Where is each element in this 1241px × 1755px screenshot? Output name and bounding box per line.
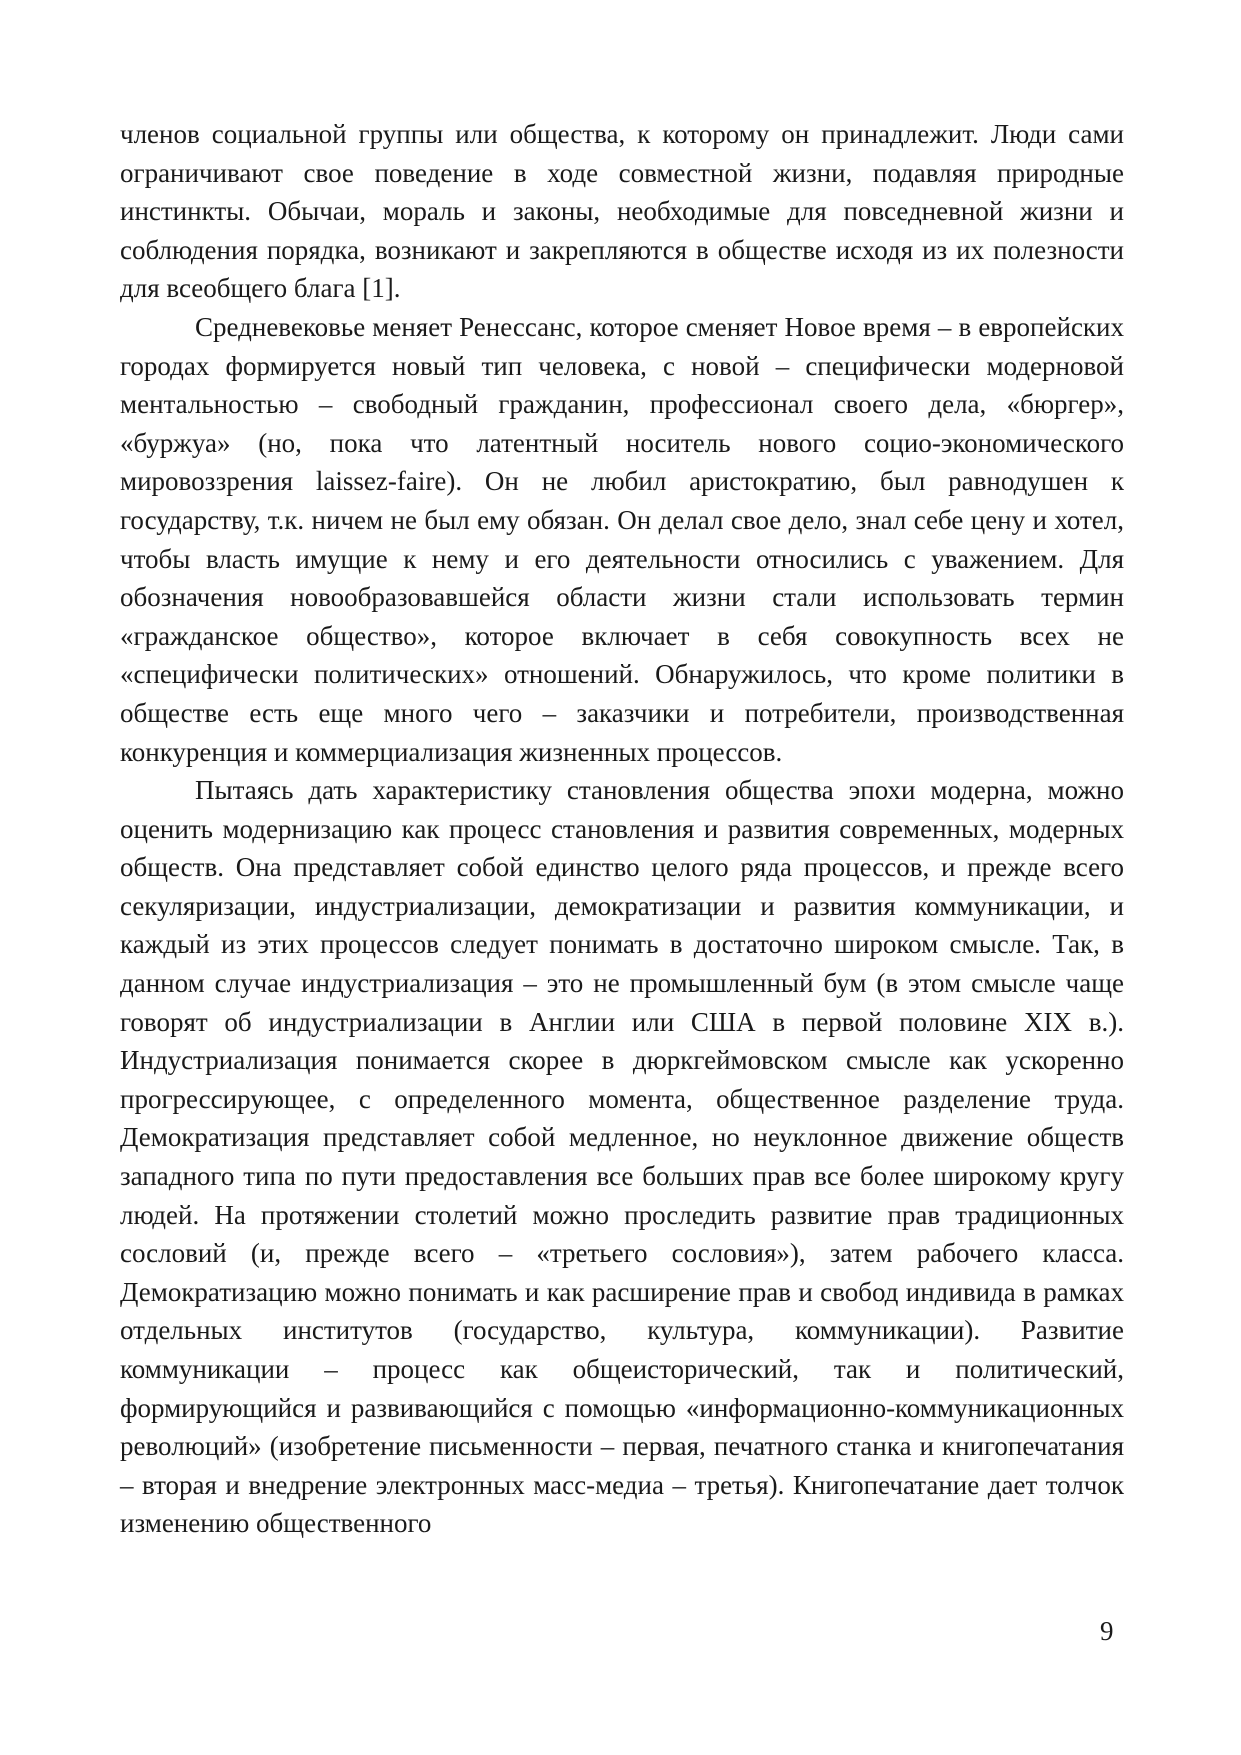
page-number: 9: [1100, 1616, 1114, 1646]
paragraph-2: Средневековье меняет Ренессанс, которое сменяет Новое время – в европейских городах формируется новый тип человека, с новой – специфически модерновой ментальностью – свободный гражданин, профессионал своего дела, «бюргер», «буржуа» (но, пока что латентный носитель нового социо-экономического мировоззрения laissez-faire). Он не любил аристократию, был равнодушен к государству, т.к. ничем не был ему обязан. Он делал свое дело, знал себе цену и хотел, чтобы власть имущие к нему и его деятельности относились с уважением. Для обозначения новообразовавшейся области жизни стали использовать термин «гражданское общество», которое включает в себя совокупность всех не «специфически политических» отношений. Обнаружилось, что кроме политики в обществе есть еще много чего – заказчики и потребители, производственная конкуренция и коммерциализация жизненных процессов.: [120, 311, 1124, 767]
page-body: [120, 115, 1124, 1543]
paragraph-3: Пытаясь дать характеристику становления общества эпохи модерна, можно оценить модернизацию как процесс становления и развития современных, модерных обществ. Она представляет собой единство целого ряда процессов, и прежде всего секуляризации, индустриализации, демократизации и развития коммуникации, и каждый из этих процессов следует понимать в достаточно широком смысле. Так, в данном случае индустриализация – это не промышленный бум (в этом смысле чаще говорят об индустриализации в Англии или США в первой половине XIX в.). Индустриализация понимается скорее в дюркгеймовском смысле как ускоренно прогрессирующее, с определенного момента, общественное разделение труда. Демократизация представляет собой медленное, но неуклонное движение обществ западного типа по пути предоставления все больших прав все более широкому кругу людей. На протяжении столетий можно проследить развитие прав традиционных сословий (и, прежде всего – «третьего сословия»), затем рабочего класса. Демократизацию можно понимать и как расширение прав и свобод индивида в рамках отдельных институтов (государство, культура, коммуникации). Развитие коммуникации – процесс как общеисторический, так и политический, формирующийся и развивающийся с помощью «информационно-коммуникационных революций» (изобретение письменности – первая, печатного станка и книгопечатания – вторая и внедрение электронных масс-медиа – третья). Книгопечатание дает толчок изменению общественного: [120, 775, 1124, 1539]
paragraph-1: членов социальной группы или общества, к которому он принадлежит. Люди сами ограничивают свое поведение в ходе совместной жизни, подавляя природные инстинкты. Обычаи, мораль и законы, необходимые для повседневной жизни и соблюдения порядка, возникают и закрепляются в обществе исходя из их полезности для всеобщего блага [1].: [120, 119, 1124, 304]
